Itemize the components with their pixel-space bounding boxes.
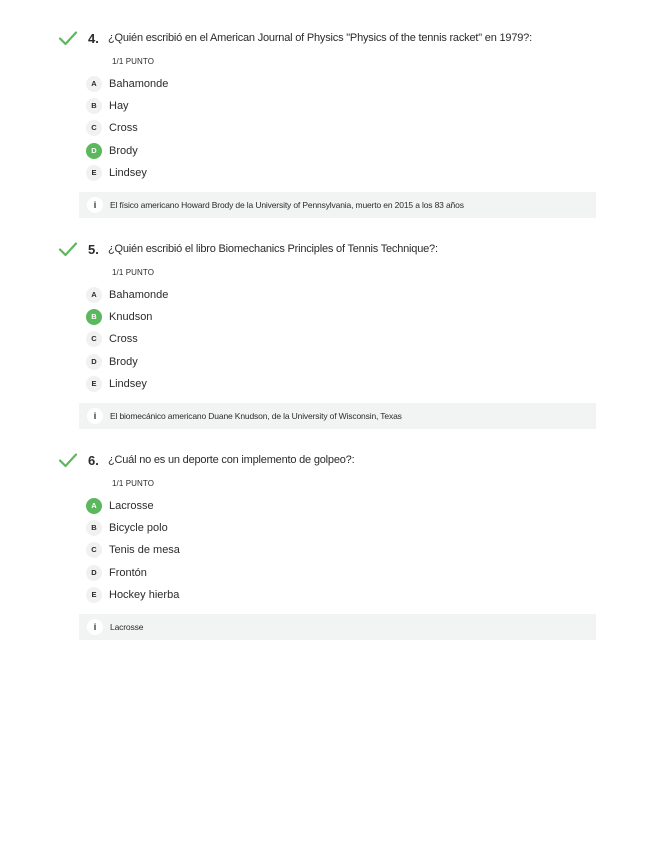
option-a[interactable] xyxy=(86,286,566,308)
option-text: Frontón xyxy=(109,566,147,579)
feedback-box xyxy=(79,403,596,429)
option-letter: E xyxy=(86,165,102,181)
question-4 xyxy=(0,28,654,239)
check-icon xyxy=(58,452,78,468)
option-d[interactable] xyxy=(86,564,566,586)
options-list xyxy=(86,75,566,186)
question-points: 1/1 PUNTO xyxy=(112,57,155,66)
question-points: 1/1 PUNTO xyxy=(112,268,155,277)
check-icon xyxy=(58,241,78,257)
options-list xyxy=(86,286,566,397)
option-d[interactable] xyxy=(86,142,566,164)
option-a[interactable] xyxy=(86,497,566,519)
option-text: Cross xyxy=(109,122,138,135)
option-text: Lacrosse xyxy=(109,500,154,512)
feedback-box xyxy=(79,614,596,640)
option-letter: E xyxy=(86,587,102,603)
info-icon: i xyxy=(87,197,103,213)
option-b[interactable] xyxy=(86,97,566,119)
feedback-box xyxy=(79,192,596,218)
check-icon xyxy=(58,30,78,46)
option-letter: B xyxy=(86,520,102,536)
question-number: 4. xyxy=(88,31,99,46)
option-c[interactable] xyxy=(86,541,566,563)
option-letter: C xyxy=(86,331,102,347)
option-letter: B xyxy=(86,98,102,114)
option-text: Brody xyxy=(109,355,138,368)
option-text: Cross xyxy=(109,333,138,346)
question-header xyxy=(0,239,654,263)
option-letter: A xyxy=(86,76,102,92)
feedback-text: El físico americano Howard Brody de la University of Pennsylvania, muerto en 2015 a los 83 años xyxy=(110,200,464,210)
option-text: Tenis de mesa xyxy=(109,544,180,557)
question-number: 5. xyxy=(88,242,99,257)
question-5 xyxy=(0,239,654,450)
option-text: Lindsey xyxy=(109,166,147,179)
option-e[interactable] xyxy=(86,586,566,608)
question-number: 6. xyxy=(88,453,99,468)
option-text: Hockey hierba xyxy=(109,588,180,601)
option-text: Bahamonde xyxy=(109,289,169,301)
info-icon: i xyxy=(87,408,103,424)
option-letter: C xyxy=(86,120,102,136)
option-text: Bicycle polo xyxy=(109,522,168,535)
option-letter: D xyxy=(86,354,102,370)
option-letter: E xyxy=(86,376,102,392)
question-text: ¿Quién escribió en el American Journal of Physics "Physics of the tennis racket" en 1979?: xyxy=(108,32,532,44)
question-text: ¿Cuál no es un deporte con implemento de golpeo?: xyxy=(108,454,355,466)
question-text: ¿Quién escribió el libro Biomechanics Principles of Tennis Technique?: xyxy=(108,243,438,255)
option-text: Knudson xyxy=(109,311,153,324)
question-points: 1/1 PUNTO xyxy=(112,479,155,488)
correct-option-letter: D xyxy=(86,143,102,159)
option-text: Bahamonde xyxy=(109,78,169,90)
option-text: Hay xyxy=(109,100,129,113)
correct-option-letter: A xyxy=(86,498,102,514)
info-icon: i xyxy=(87,619,103,635)
option-letter: D xyxy=(86,565,102,581)
question-header xyxy=(0,450,654,474)
option-letter: C xyxy=(86,542,102,558)
option-text: Lindsey xyxy=(109,377,147,390)
question-list xyxy=(0,28,654,661)
option-d[interactable] xyxy=(86,353,566,375)
option-e[interactable] xyxy=(86,164,566,186)
feedback-text: El biomecánico americano Duane Knudson, de la University of Wisconsin, Texas xyxy=(110,411,402,421)
option-letter: A xyxy=(86,287,102,303)
option-c[interactable] xyxy=(86,119,566,141)
option-text: Brody xyxy=(109,144,138,157)
question-header xyxy=(0,28,654,52)
question-6 xyxy=(0,450,654,661)
options-list xyxy=(86,497,566,608)
option-e[interactable] xyxy=(86,375,566,397)
correct-option-letter: B xyxy=(86,309,102,325)
option-b[interactable] xyxy=(86,519,566,541)
feedback-text: Lacrosse xyxy=(110,622,144,632)
option-a[interactable] xyxy=(86,75,566,97)
option-c[interactable] xyxy=(86,330,566,352)
option-b[interactable] xyxy=(86,308,566,330)
